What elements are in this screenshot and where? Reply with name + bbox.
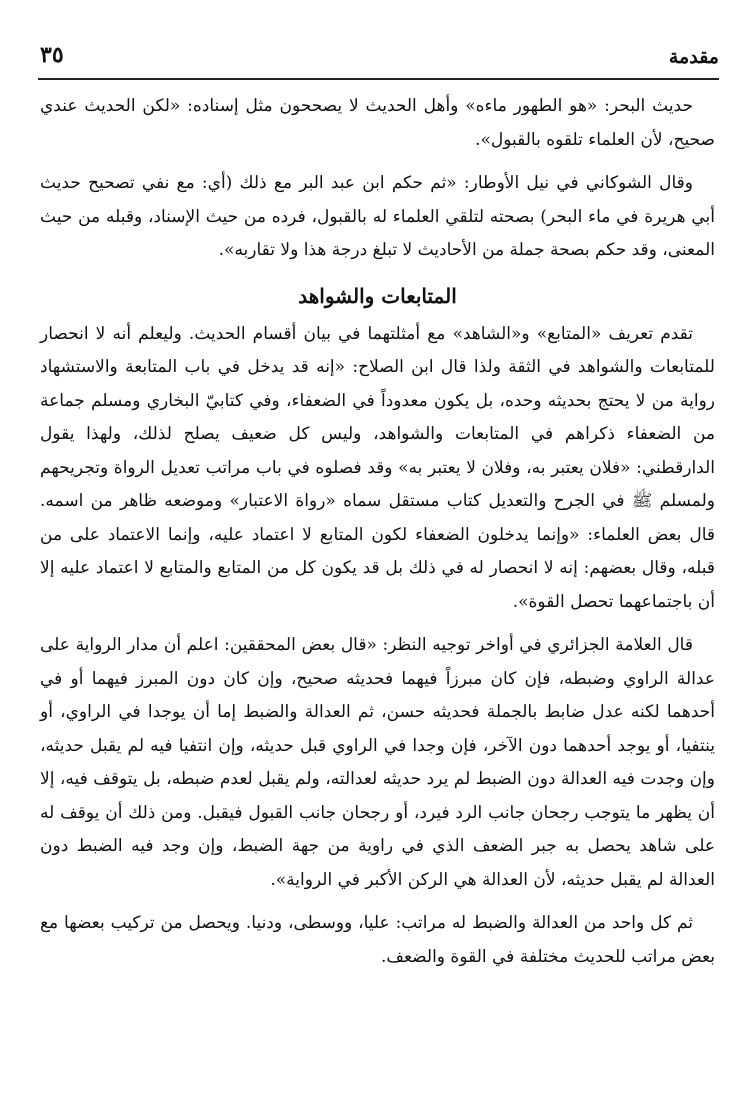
- running-title: مقدمة: [668, 46, 719, 68]
- page-number: ٣٥: [40, 42, 64, 68]
- paragraph-3: تقدم تعريف «المتابع» و«الشاهد» مع أمثلتهما في بيان أقسام الحديث. وليعلم أنه لا انحصار للمتابعات والشواهد في الثقة ولذا قال ابن الصلاح: «إنه قد يدخل في باب المتابعة والاستشهاد رواية من لا يحتج بحديثه وحده، بل يكون معدوداً في الضعفاء، وفي كتابيّ البخاري ومسلم جماعة من الضعفاء ذكراهم في المتابعات والشواهد، وليس كل ضعيف يصلح لذلك، ولهذا يقول الدارقطني: «فلان يعتبر به، وفلان لا يعتبر به» وقد فصلوه في باب مراتب تعديل الرواة وتجريحهم ولمسلم ﷺ في الجرح والتعديل كتاب مستقل سماه «رواة الاعتبار» وموضعه ظاهر من اسمه. قال بعض العلماء: «وإنما يدخلون الضعفاء لكون المتابع لا اعتماد عليه، وإنما الاعتماد على من قبله، وقال بعضهم: إنه لا انحصار له في ذلك بل قد يكون كل من المتابع والمتابع لا اعتماد عليه إلا أن باجتماعهما تحصل القوة».: [40, 323, 715, 612]
- page-header: [40, 34, 719, 74]
- paragraph-1: حديث البحر: «هو الطهور ماءه» وأهل الحديث لا يصححون مثل إسناده: «لكن الحديث عندي صحيح، لأن العلماء تلقوه بالقبول».: [40, 96, 715, 150]
- paragraph-4: قال العلامة الجزائري في أواخر توجيه النظر: «قال بعض المحققين: اعلم أن مدار الرواية على عدالة الراوي وضبطه، فإن كان مبرزاً فيهما فحديثه صحيح، وإن كان دون المبرز فيهما أو في أحدهما لكنه عدل ضابط بالجملة فحديثه حسن، ثم العدالة والضبط إما أن يوجدا في الراوي، أو ينتفيا، أو يوجد أحدهما دون الآخر، فإن وجدا في الراوي قبل حديثه، وإن انتفيا فيه لم يقبل حديثه، وإن وجدت فيه العدالة دون الضبط لم يرد حديثه لعدالته، ولم يقبل لعدم ضبطه، بل يتوقف فيه، إلا أن يظهر ما يتوجب رجحان جانب الرد فيرد، أو رجحان جانب القبول فيقبل. ومن ذلك أن يوقف له على شاهد يحصل به جبر الضعف الذي في راوية من جهة الضبط، وإن وجد فيه الضبط دون العدالة لم يقبل حديثه، لأن العدالة هي الركن الأكبر في الرواية».: [40, 635, 715, 890]
- section-heading: المتابعات والشواهد: [298, 283, 457, 308]
- paragraph-5: ثم كل واحد من العدالة والضبط له مراتب: عليا، ووسطى، ودنيا. ويحصل من تركيب بعضها مع بعض مراتب للحديث مختلفة في القوة والضعف.: [40, 913, 715, 967]
- paragraph-2: وقال الشوكاني في نيل الأوطار: «ثم حكم ابن عبد البر مع ذلك (أي: مع نفي تصحيح حديث أبي هريرة في ماء البحر) بصحته لتلقي العلماء له بالقبول، فرده من حيث الإسناد، وقبله من حيث المعنى، وقد حكم بصحة جملة من الأحاديث لا تبلغ درجة هذا ولا تقاربه».: [40, 173, 715, 260]
- page-body: [40, 90, 715, 984]
- header-divider: [38, 78, 719, 80]
